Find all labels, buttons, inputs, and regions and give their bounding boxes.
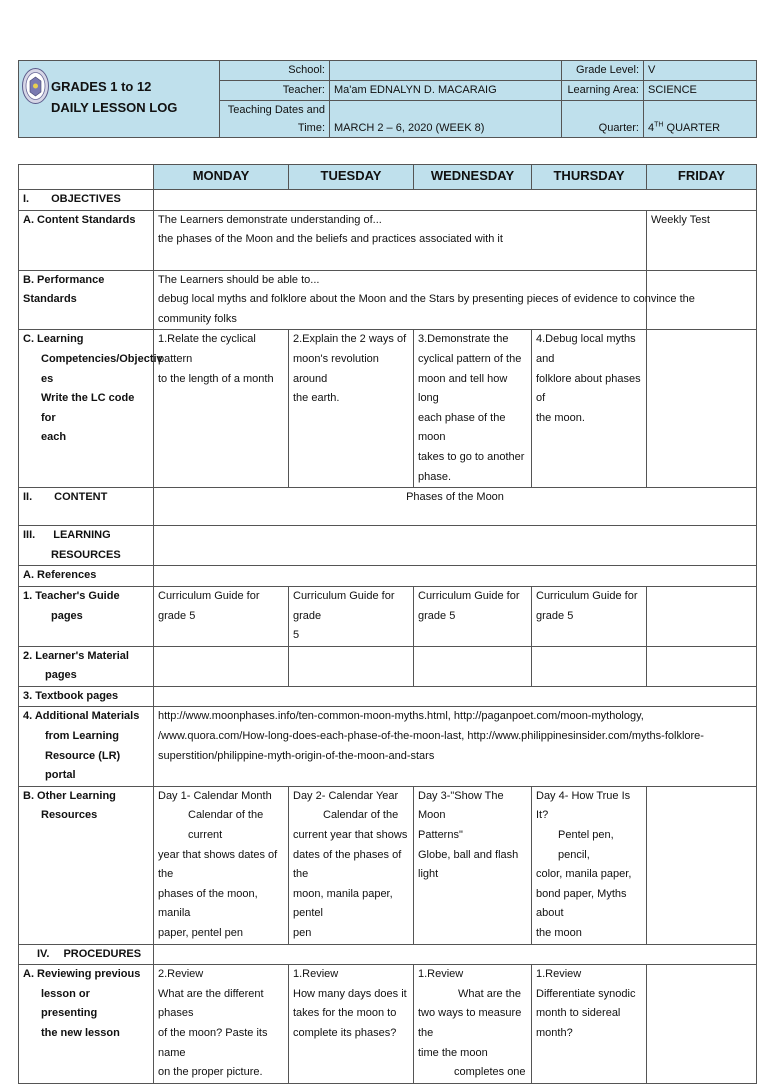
learning-resources-line1 [23,526,149,546]
teaching-dates-label-line1: Teaching Dates and [227,104,325,116]
other-resources-monday-line3: year that shows dates of the [158,848,278,881]
competency-tuesday-line3: the earth. [293,392,340,405]
competency-thursday-line2: folklore about phases of [536,372,641,405]
learning-area-label: Learning Area: [562,81,644,101]
review-tuesday-line1: 1.Review [293,968,339,981]
other-resources-wednesday-line2: Patterns" [418,829,463,842]
learners-material-monday [154,646,289,686]
performance-standards-label: B. Performance Standards [19,270,154,330]
review-thursday-line4: month? [536,1026,573,1039]
other-resources-monday [154,786,289,944]
grade-level-value: V [644,61,757,81]
other-resources-tuesday-line4: dates of the phases of the [293,848,402,881]
other-resources-thursday-line4: bond paper, Myths about [536,887,627,920]
other-resources-label [19,786,154,944]
corner-cell [19,165,154,190]
other-resources-tuesday-line5: moon, manila paper, pentel [293,887,393,920]
other-resources-tuesday-line2: Calendar of the [323,809,399,822]
other-resources-tuesday [289,786,414,944]
teacher-label: Teacher: [220,81,330,101]
other-resources-wednesday-line3: Globe, ball and flash light [418,848,519,881]
quarter-number: 4 [648,122,655,134]
review-tuesday-line2: How many days does it [293,987,407,1000]
review-tuesday-line4: complete its phases? [293,1026,397,1039]
teachers-guide-thursday [532,586,647,646]
performance-standards-line1: The Learners should be able to... [158,273,320,286]
learners-material-thursday [532,646,647,686]
competencies-label-line2: Competencies/Objectiv [41,352,163,365]
day-header-wednesday: WEDNESDAY [414,165,532,190]
teachers-guide-label-line1: 1. Teacher's Guide [23,589,120,602]
additional-materials-label-line1: 4. Additional Materials [23,710,140,723]
quarter-value [644,101,757,138]
learners-material-label-line2: pages [45,669,77,682]
school-value [330,61,562,81]
document-title [51,76,177,118]
competencies-label-line4: Write the LC code for [41,392,135,424]
performance-standards-value [154,270,695,330]
teachers-guide-monday [154,586,289,646]
other-resources-label-line2: Resources [41,809,98,822]
learning-resources-label-line1: LEARNING [53,529,111,542]
day-header-monday: MONDAY [154,165,289,190]
review-wednesday-line5: completes one [454,1066,526,1079]
other-resources-monday-line2: Calendar of the current [188,809,264,842]
content-standards-line1: The Learners demonstrate understanding of... [158,213,382,226]
teachers-guide-wednesday [414,586,532,646]
teacher-value: Ma'am EDNALYN D. MACARAIG [330,81,562,101]
teachers-guide-label-line2: pages [51,609,83,622]
learners-material-friday [647,646,757,686]
procedures-number: IV. [37,947,50,960]
other-resources-thursday-line1: Day 4- How True Is It? [536,789,631,822]
other-resources-monday-line5: paper, pentel pen [158,927,244,939]
performance-standards-line2: debug local myths and folklore about the Moon and the Stars by presenting pieces of evidence to convince the [158,293,695,306]
review-monday-line4: on the proper picture. [158,1066,263,1079]
competency-thursday-line3: the moon. [536,411,585,424]
other-resources-friday [647,786,757,944]
learning-resources-blank [154,526,757,566]
other-resources-thursday-line2: Pentel pen, pencil, [558,829,614,861]
quarter-label: Quarter: [562,101,644,138]
learners-material-label-line1: 2. Learner's Material [23,649,129,662]
additional-materials-label [19,707,154,786]
competency-monday-line1: 1.Relate the cyclical pattern [158,333,256,365]
header-table [18,60,757,138]
competencies-label-line3: es [41,372,54,385]
teachers-guide-thursday-line2: grade 5 [536,609,574,622]
review-wednesday-line1: 1.Review [418,968,464,981]
learning-resources-heading [19,526,154,566]
review-monday-line1: 2.Review [158,968,204,981]
other-resources-tuesday-line3: current year that shows [293,829,408,842]
grade-level-label: Grade Level: [562,61,644,81]
content-label: CONTENT [54,491,108,504]
additional-materials-line2: /www.quora.com/How-long-does-each-phase-of-the-moon-last, http://www.philippinesinsider.com/myths-folklore- [158,730,704,743]
other-resources-thursday-line3: color, manila paper, [536,868,632,881]
additional-materials-line1: http://www.moonphases.info/ten-common-moon-myths.html, http://paganpoet.com/moon-mythology, [158,710,644,723]
learning-area-value: SCIENCE [644,81,757,101]
competency-wednesday [414,330,532,488]
teachers-guide-monday-line1: Curriculum Guide for grade 5 [158,589,260,622]
competencies-label-line1: C. Learning [23,333,84,346]
day-header-thursday: THURSDAY [532,165,647,190]
additional-materials-label-line3: Resource (LR) portal [45,749,121,782]
content-value: Phases of the Moon [154,488,757,526]
content-standards-label: A. Content Standards [19,210,154,270]
objectives-label: OBJECTIVES [51,193,121,205]
teachers-guide-tuesday-line2: 5 [293,629,300,642]
competency-friday [647,330,757,488]
school-label: School: [220,61,330,81]
title-line-1: GRADES 1 to 12 [51,79,152,94]
learning-resources-label-line2: RESOURCES [51,548,121,561]
competency-wednesday-line6: phase. [418,470,452,483]
teachers-guide-thursday-line1: Curriculum Guide for [536,589,638,602]
teaching-dates-label [220,101,330,138]
day-header-tuesday: TUESDAY [289,165,414,190]
content-heading [19,488,154,526]
additional-materials-label-line2: from Learning [45,730,119,743]
content-standards-value [154,210,647,270]
friday-weekly-test: Weekly Test [647,210,757,270]
review-thursday-line3: month to sidereal [536,1007,621,1020]
competencies-label-line5: each [41,431,67,444]
other-resources-tuesday-line1: Day 2- Calendar Year [293,789,399,802]
other-resources-monday-line4: phases of the moon, manila [158,887,258,920]
learners-material-tuesday [289,646,414,686]
competencies-label [19,330,163,488]
teachers-guide-tuesday-line1: Curriculum Guide for grade [293,589,395,622]
competency-tuesday-line1: 2.Explain the 2 ways of [293,333,407,346]
additional-materials-line3: superstition/philippine-myth-origin-of-the-moon-and-stars [158,749,435,762]
competency-wednesday-line5: takes to go to another [418,450,525,463]
deped-seal-icon [22,68,49,104]
lesson-log-table [18,164,757,1084]
competency-monday-line2: to the length of a month [158,372,274,385]
teaching-dates-label-line2: Time: [297,122,325,134]
competency-thursday [532,330,647,488]
procedures-blank [154,944,757,965]
competency-wednesday-line3: moon and tell how long [418,372,508,405]
competency-thursday-line1: 4.Debug local myths and [536,333,636,365]
additional-materials-value [154,707,757,786]
other-resources-wednesday-line1: Day 3-"Show The Moon [418,789,504,822]
reviewing-lesson-label-line1: A. Reviewing previous [23,968,141,981]
references-label: A. References [19,566,154,587]
performance-standards-line3: community folks [158,312,237,325]
review-wednesday-line4: time the moon [418,1046,488,1059]
procedures-heading [19,944,154,965]
day-header-friday: FRIDAY [647,165,757,190]
objectives-heading [19,190,154,211]
reviewing-lesson-label-line2: lesson or presenting [41,987,98,1020]
other-resources-monday-line1: Day 1- Calendar Month [158,789,272,802]
teachers-guide-friday [647,586,757,646]
competency-monday [154,330,289,488]
review-wednesday-line3: two ways to measure the [418,1007,522,1039]
title-line-2: DAILY LESSON LOG [51,100,178,115]
competency-wednesday-line4: each phase of the moon [418,411,506,444]
quarter-suffix: TH [654,121,664,129]
other-resources-label-line1: B. Other Learning [23,789,116,802]
textbook-pages-blank [154,686,757,707]
objectives-blank [154,190,757,211]
review-monday-line3: of the moon? Paste its name [158,1026,268,1059]
competency-wednesday-line2: cyclical pattern of the [418,352,522,365]
competency-wednesday-line1: 3.Demonstrate the [418,333,509,346]
textbook-pages-label: 3. Textbook pages [19,686,154,707]
references-blank [154,566,757,587]
teaching-dates-value: MARCH 2 – 6, 2020 (WEEK 8) [330,101,562,138]
objectives-number: I. [23,193,30,205]
other-resources-thursday-line5: the moon [536,927,582,939]
teachers-guide-tuesday [289,586,414,646]
other-resources-wednesday [414,786,532,944]
reviewing-lesson-label-line3: the new lesson [41,1026,120,1039]
review-tuesday-line3: takes for the moon to [293,1007,397,1020]
review-thursday-line1: 1.Review [536,968,582,981]
competency-tuesday-line2: moon's revolution around [293,352,379,385]
quarter-word: QUARTER [663,122,721,134]
teachers-guide-wednesday-line2: grade 5 [418,609,456,622]
learners-material-label [19,646,154,686]
other-resources-thursday [532,786,647,944]
content-number: II. [23,491,33,504]
title-block [19,61,220,138]
content-standards-line2: the phases of the Moon and the beliefs and practices associated with it [158,233,503,246]
teachers-guide-wednesday-line1: Curriculum Guide for [418,589,520,602]
learners-material-wednesday [414,646,532,686]
other-resources-tuesday-line6: pen [293,927,312,939]
review-thursday-line2: Differentiate synodic [536,987,636,1000]
learning-resources-number: III. [23,529,36,542]
teachers-guide-label [19,586,154,646]
review-monday-line2: What are the different phases [158,987,264,1020]
review-wednesday-line2: What are the [458,987,521,1000]
procedures-label: PROCEDURES [63,947,142,960]
competency-tuesday [289,330,414,488]
